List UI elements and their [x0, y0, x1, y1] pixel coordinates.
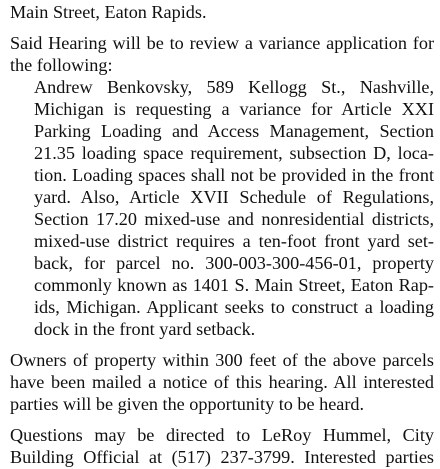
application-line: Michigan is requesting a variance for Article XXI [34, 99, 434, 119]
application-line: mixed-use district requires a ten-foot front yard set- [34, 231, 434, 251]
application-line: commonly known as 1401 S. Main Street, Eaton Rap- [34, 275, 434, 295]
application-line: tion. Loading spaces shall not be provided in the front [34, 165, 434, 185]
owners-notice-line: have been mailed a notice of this hearing. All interested [10, 372, 434, 392]
questions-line: Building Official at (517) 237-3799. Interested parties [10, 447, 434, 467]
hearing-intro-line: the following: [10, 55, 113, 75]
notice-top-line: Main Street, Eaton Rapids. [10, 2, 207, 22]
application-line: Parking Loading and Access Management, Section [34, 121, 434, 141]
application-line: ids, Michigan. Applicant seeks to construct a loading [34, 297, 434, 317]
hearing-intro-line: Said Hearing will be to review a variance application for [10, 33, 434, 53]
application-line: 21.35 loading space requirement, subsection D, loca- [34, 143, 434, 163]
application-line: Section 17.20 mixed-use and nonresidential districts, [34, 209, 434, 229]
owners-notice-line: parties will be given the opportunity to be heard. [10, 394, 365, 414]
application-line: back, for parcel no. 300-003-300-456-01, property [34, 253, 434, 273]
owners-notice-line: Owners of property within 300 feet of the above parcels [10, 350, 434, 370]
application-line: dock in the front yard setback. [34, 319, 256, 339]
application-line: yard. Also, Article XVII Schedule of Regulations, [34, 187, 434, 207]
questions-line: Questions may be directed to LeRoy Hummel, City [10, 425, 434, 445]
application-line: Andrew Benkovsky, 589 Kellogg St., Nashville, [34, 77, 434, 97]
